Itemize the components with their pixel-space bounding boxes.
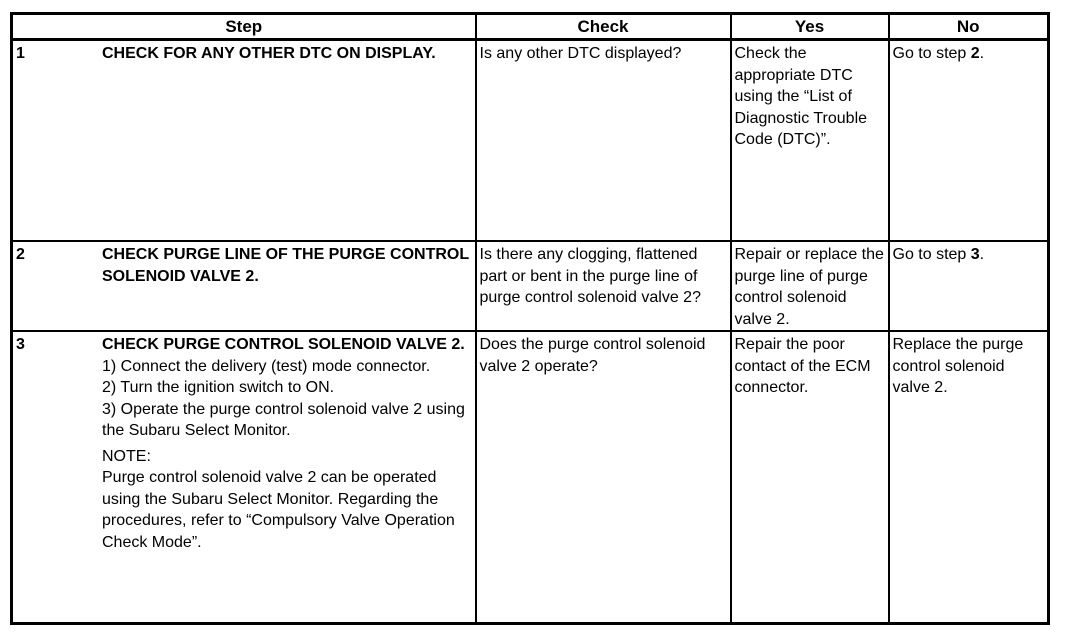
procedure-step: 2) Turn the ignition switch to ON. [102, 379, 335, 396]
yes-cell: Check the appropriate DTC using the “List of Diagnostic Trouble Code (DTC)”. [731, 40, 889, 242]
no-suffix: . [979, 246, 985, 263]
table-row [12, 241, 1049, 331]
step-number: 2 [16, 246, 25, 263]
procedure-step: 3) Operate the purge control solenoid valve 2 using the Subaru Select Monitor. [102, 400, 465, 439]
no-suffix: . [979, 45, 985, 62]
note-text: Purge control solenoid valve 2 can be operated using the Subaru Select Monitor. Regarding the procedures, refer to “Compulsory Valve Operation Check Mode”. [102, 469, 455, 551]
header-no: No [889, 14, 1049, 40]
step-title: CHECK PURGE LINE OF THE PURGE CONTROL SOLENOID VALVE 2. [102, 246, 469, 285]
step-cell [12, 40, 476, 242]
no-step-number: 2 [970, 45, 980, 62]
check-cell: Does the purge control solenoid valve 2 operate? [476, 331, 731, 624]
step-number: 1 [16, 45, 25, 62]
no-text: Go to step [892, 45, 971, 62]
step-title: CHECK PURGE CONTROL SOLENOID VALVE 2. [102, 336, 465, 353]
no-text: Go to step [892, 246, 971, 263]
step-cell [12, 331, 476, 624]
step-cell [12, 241, 476, 331]
table-row [12, 331, 1049, 624]
header-check: Check [476, 14, 731, 40]
table-row [12, 40, 1049, 242]
no-cell: Replace the purge control solenoid valve 2. [889, 331, 1049, 624]
note-block [102, 446, 473, 554]
yes-cell: Repair the poor contact of the ECM connector. [731, 331, 889, 624]
step-title: CHECK FOR ANY OTHER DTC ON DISPLAY. [102, 45, 436, 62]
yes-cell: Repair or replace the purge line of purge control solenoid valve 2. [731, 241, 889, 331]
procedure-step: 1) Connect the delivery (test) mode connector. [102, 357, 431, 375]
diagnostic-table [10, 12, 1050, 625]
no-step-number: 3 [970, 246, 980, 263]
step-number: 3 [16, 336, 25, 353]
header-yes: Yes [731, 14, 889, 40]
no-cell [889, 40, 1049, 242]
note-label: NOTE: [102, 447, 151, 465]
header-row [12, 14, 1049, 40]
no-cell [889, 241, 1049, 331]
check-cell: Is there any clogging, flattened part or bent in the purge line of purge control solenoid valve 2? [476, 241, 731, 331]
check-cell: Is any other DTC displayed? [476, 40, 731, 242]
header-step: Step [12, 14, 476, 40]
